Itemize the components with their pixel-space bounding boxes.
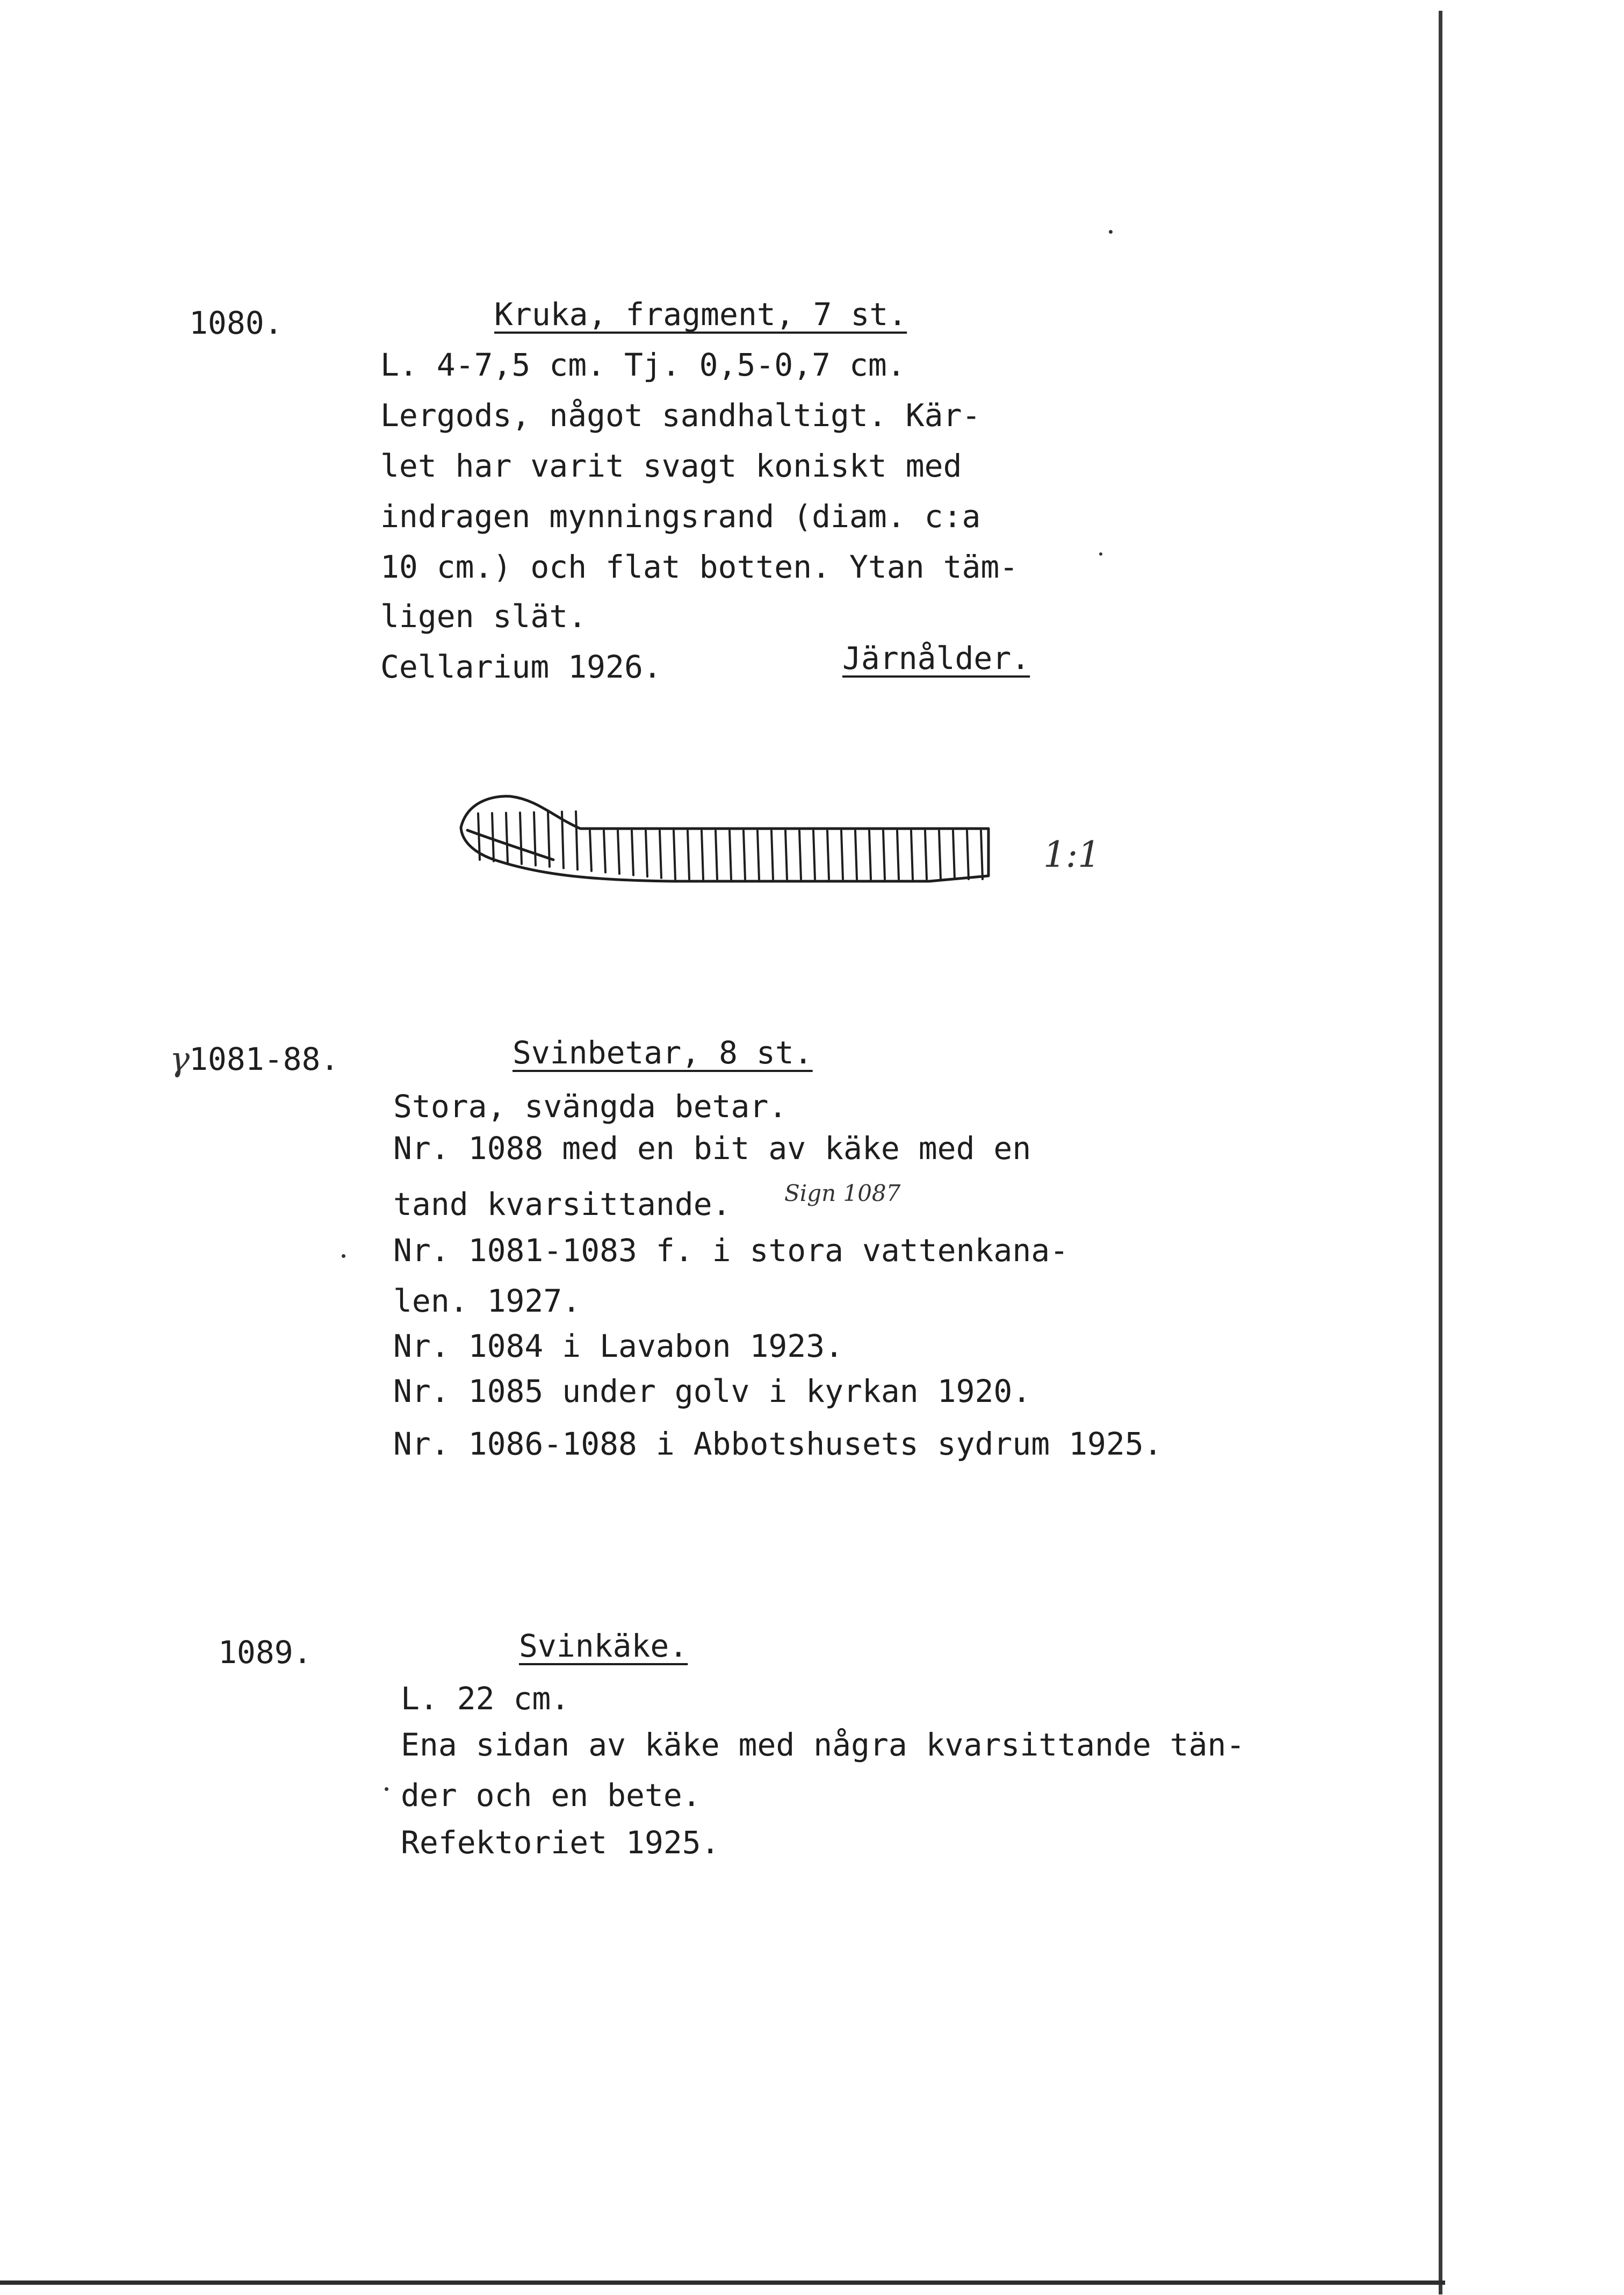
hatch-line — [660, 831, 661, 878]
hatch-line — [716, 831, 717, 879]
hatch-line — [883, 831, 885, 879]
hatch-line — [757, 831, 759, 879]
hatch-line — [730, 831, 731, 879]
entry-text-line: der och en bete. — [401, 1777, 701, 1814]
entry-text-line: Nr. 1084 i Lavabon 1923. — [393, 1328, 844, 1364]
page-margin — [1442, 0, 1624, 2295]
entry-number: 1089. — [218, 1634, 312, 1671]
entry-text-line: len. 1927. — [393, 1283, 581, 1319]
entry-text-line: Nr. 1081-1083 f. i stora vattenkana- — [393, 1232, 1069, 1269]
hatch-line — [506, 813, 508, 862]
hatch-line — [813, 831, 815, 879]
entry-text-line: Cellarium 1926. — [380, 649, 662, 685]
entry-title: Kruka, fragment, 7 st. — [494, 296, 907, 333]
hatch-line — [632, 831, 633, 875]
hatch-line — [981, 831, 983, 879]
hatch-line — [897, 831, 899, 879]
hatch-line — [911, 831, 913, 879]
entry-text-line: Ena sidan av käke med några kvarsittande tän- — [401, 1726, 1245, 1763]
hatch-line — [534, 812, 536, 866]
margin-mark: γ — [170, 1039, 190, 1078]
entry-text-line: Lergods, något sandhaltigt. Kär- — [380, 397, 981, 434]
hatch-line — [702, 831, 703, 879]
hatch-line — [827, 831, 829, 879]
hatch-line — [688, 831, 689, 879]
page-edge-right — [1439, 11, 1442, 2294]
scan-speck — [1099, 552, 1102, 556]
entry-text-line: Stora, svängda betar. — [393, 1088, 788, 1125]
sherd-outer-edge — [461, 796, 988, 829]
scale-note: 1:1 — [1043, 834, 1101, 875]
entry-text-line: ligen slät. — [380, 598, 587, 635]
sherd-hatching — [478, 811, 983, 879]
hatch-line — [869, 831, 871, 879]
hatch-line — [855, 831, 857, 879]
hatch-line — [939, 831, 941, 879]
entry-title: Svinkäke. — [519, 1628, 688, 1664]
scan-speck — [1109, 230, 1113, 234]
hatch-line — [646, 831, 647, 876]
entry-text-line: Nr. 1085 under golv i kyrkan 1920. — [393, 1373, 1031, 1409]
hatch-line — [492, 813, 494, 861]
entry-title: Svinbetar, 8 st. — [513, 1034, 813, 1071]
entry-number: 1080. — [189, 305, 283, 341]
hatch-line — [771, 831, 773, 879]
entry-text-line: L. 4-7,5 cm. Tj. 0,5-0,7 cm. — [380, 347, 906, 383]
entry-text-line: tand kvarsittande. — [393, 1186, 731, 1222]
hatch-line — [618, 831, 619, 874]
hatch-line — [576, 811, 578, 869]
hatch-line — [744, 831, 745, 879]
hatch-line — [590, 831, 591, 871]
hatch-line — [604, 831, 605, 872]
entry-number: 1081-88. — [189, 1041, 340, 1077]
page-edge-bottom — [0, 2280, 1445, 2285]
scan-speck — [342, 1254, 345, 1258]
entry-text-line: Refektoriet 1925. — [401, 1824, 720, 1861]
period-label: Järnålder. — [842, 640, 1030, 677]
entry-text-line: let har varit svagt koniskt med — [380, 448, 962, 484]
hatch-line — [953, 831, 955, 879]
entry-text-line: Nr. 1086-1088 i Abbotshusets sydrum 1925. — [393, 1426, 1163, 1462]
hatch-line — [785, 831, 787, 879]
hatch-line — [841, 831, 843, 879]
handwritten-note: Sign 1087 — [784, 1180, 901, 1206]
hatch-line — [967, 831, 969, 879]
entry-text-line: Nr. 1088 med en bit av käke med en — [393, 1130, 1031, 1167]
hatch-line — [520, 812, 522, 864]
entry-text-line: indragen mynningsrand (diam. c:a — [380, 498, 981, 535]
hatch-line — [674, 831, 675, 879]
hatch-line — [925, 831, 927, 879]
scan-speck — [385, 1787, 388, 1791]
entry-text-line: 10 cm.) och flat botten. Ytan täm- — [380, 549, 1019, 585]
hatch-line — [799, 831, 801, 879]
entry-text-line: L. 22 cm. — [401, 1680, 570, 1717]
sherd-profile-drawing — [446, 785, 1010, 908]
